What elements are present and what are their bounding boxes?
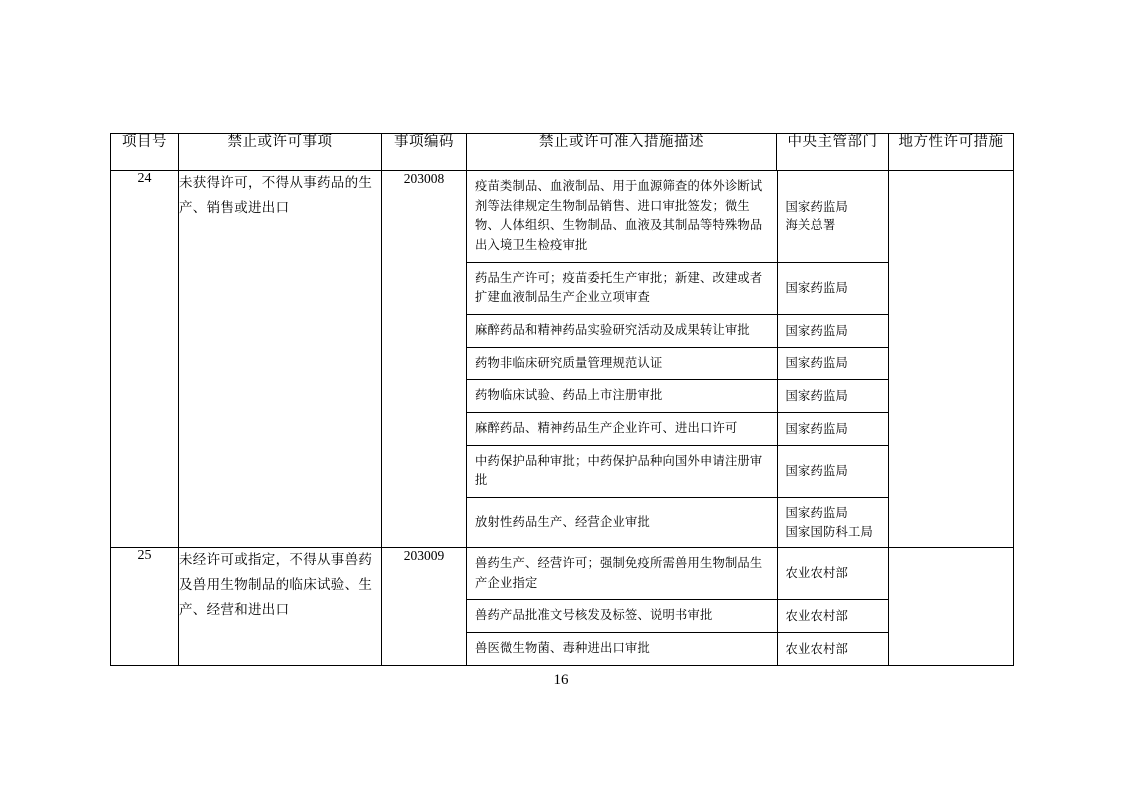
table-row: [111, 547, 1014, 665]
measure-description: 兽医微生物菌、毒种进出口审批: [467, 632, 777, 664]
cell-item-name: 未获得许可，不得从事药品的生产、销售或进出口: [179, 171, 382, 548]
measure-description: 放射性药品生产、经营企业审批: [467, 498, 777, 547]
measure-description: 兽药生产、经营许可；强制免疫所需兽用生物制品生产企业指定: [467, 548, 777, 600]
cell-measures-group: [467, 547, 889, 665]
measure-authority: 农业农村部: [785, 641, 848, 656]
cell-item-number: 24: [111, 171, 179, 548]
cell-local-measures: [889, 171, 1014, 548]
measure-row: [467, 600, 889, 633]
permission-measures-table: [110, 133, 1014, 666]
measure-description: 药物临床试验、药品上市注册审批: [467, 380, 777, 413]
measure-authority: 国家药监局: [777, 315, 889, 348]
column-header-item-name: 禁止或许可事项: [179, 134, 382, 171]
column-header-item-number: 项目号: [111, 134, 179, 171]
table-header-row: [111, 134, 1014, 171]
column-header-central-authority: 中央主管部门: [777, 134, 889, 171]
table-container: [110, 133, 1013, 666]
table-row: [111, 171, 1014, 548]
measure-authority: 国家药监局: [777, 380, 889, 413]
measure-description: 疫苗类制品、血液制品、用于血源筛查的体外诊断试剂等法律规定生物制品销售、进口审批签发；微生物、人体组织、生物制品、血液及其制品等特殊物品出入境卫生检疫审批: [467, 171, 777, 262]
measure-row: [467, 315, 889, 348]
column-header-local-measures: 地方性许可措施: [889, 134, 1014, 171]
measure-row: [467, 548, 889, 600]
measure-description: 药物非临床研究质量管理规范认证: [467, 347, 777, 380]
measure-authority: 国家药监局 海关总署: [777, 171, 889, 262]
measure-authority: 国家药监局: [777, 413, 889, 446]
cell-item-code: 203008: [382, 171, 467, 548]
measure-authority: 国家药监局: [777, 262, 889, 314]
measure-description: 麻醉药品、精神药品生产企业许可、进出口许可: [467, 413, 777, 446]
table-header: [111, 134, 1014, 171]
measure-row: [467, 262, 889, 314]
measure-authority: 农业农村部: [777, 548, 889, 600]
measure-description: 药品生产许可；疫苗委托生产审批；新建、改建或者扩建血液制品生产企业立项审查: [467, 262, 777, 314]
measure-row: [467, 632, 889, 664]
column-header-item-code: 事项编码: [382, 134, 467, 171]
measure-description: 中药保护品种审批；中药保护品种向国外申请注册审批: [467, 445, 777, 497]
measure-row: [467, 413, 889, 446]
page-number: 16: [553, 672, 569, 688]
cell-item-number: 25: [111, 547, 179, 665]
measure-authority: 国家药监局 国家国防科工局: [785, 506, 873, 539]
measure-authority: 国家药监局: [777, 445, 889, 497]
measure-row: [467, 498, 889, 547]
measure-authority: 国家药监局: [777, 347, 889, 380]
measure-row: [467, 445, 889, 497]
measures-subtable: [467, 548, 889, 665]
measure-description: 兽药产品批准文号核发及标签、说明书审批: [467, 600, 777, 633]
cell-item-name: 未经许可或指定，不得从事兽药及兽用生物制品的临床试验、生产、经营和进出口: [179, 547, 382, 665]
measure-authority: 农业农村部: [777, 600, 889, 633]
table-body: [111, 171, 1014, 666]
measure-row: [467, 347, 889, 380]
cell-item-code: 203009: [382, 547, 467, 665]
measure-row: [467, 380, 889, 413]
cell-local-measures: [889, 547, 1014, 665]
measure-description: 麻醉药品和精神药品实验研究活动及成果转让审批: [467, 315, 777, 348]
measure-row: [467, 171, 889, 262]
measures-subtable: [467, 171, 889, 547]
cell-measures-group: [467, 171, 889, 548]
column-header-measure-description: 禁止或许可准入措施描述: [467, 134, 777, 171]
